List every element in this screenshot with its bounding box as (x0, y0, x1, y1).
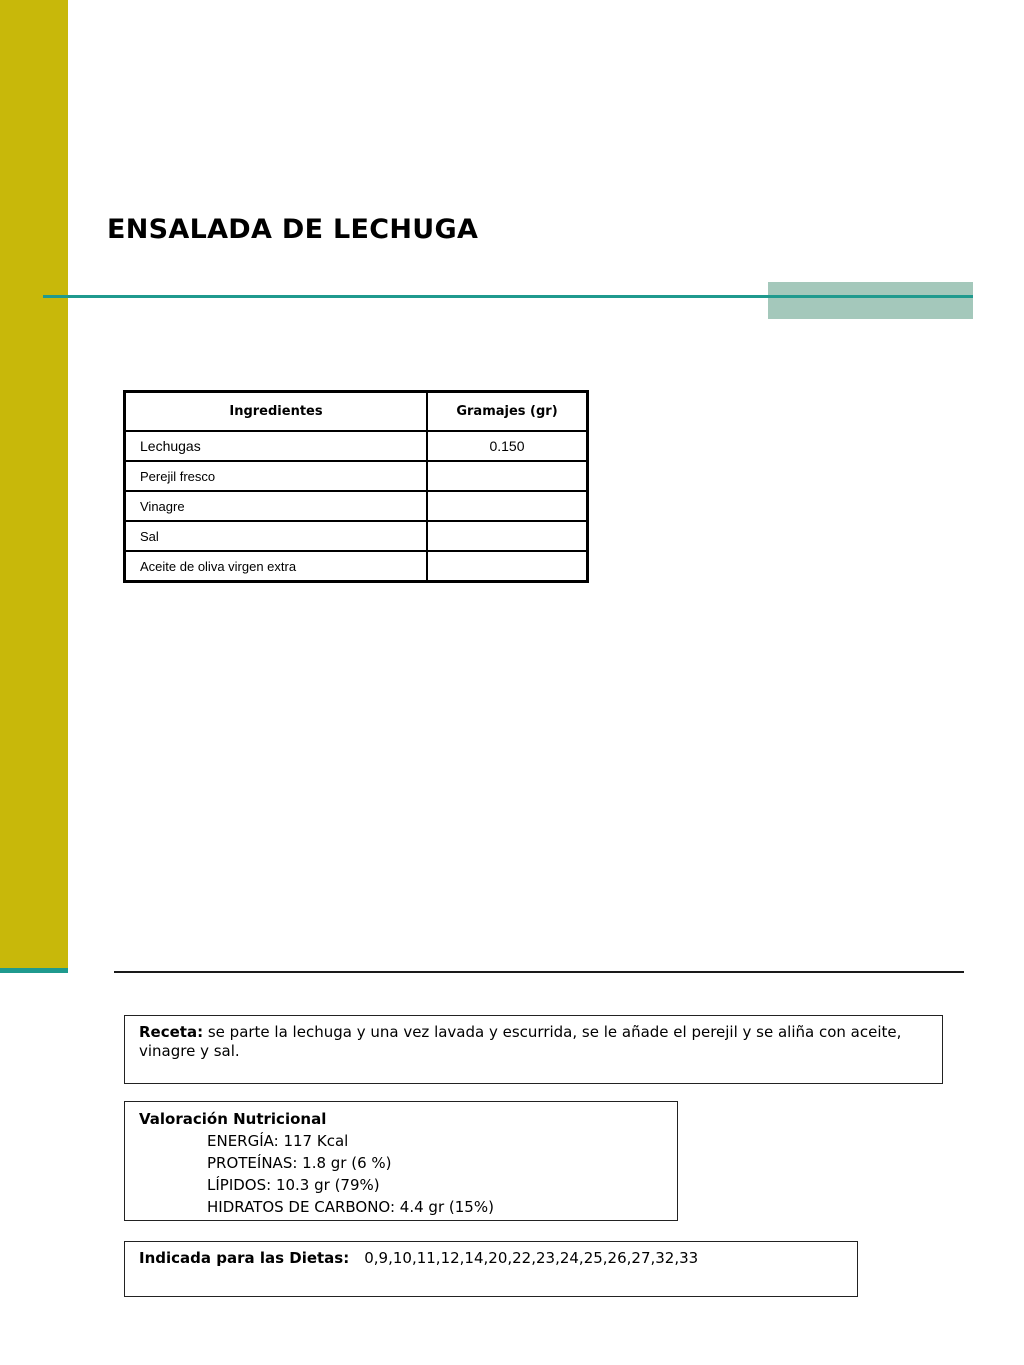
diets-label: Indicada para las Dietas: (139, 1249, 350, 1267)
ingredient-qty (427, 521, 588, 551)
column-header-gramajes: Gramajes (gr) (427, 392, 588, 432)
ingredient-name: Vinagre (125, 491, 428, 521)
recipe-label: Receta: (139, 1023, 204, 1041)
table-header-row (125, 392, 588, 432)
column-header-ingredientes: Ingredientes (125, 392, 428, 432)
table-row (125, 431, 588, 461)
ingredient-qty: 0.150 (427, 431, 588, 461)
nutrition-box (124, 1101, 678, 1221)
left-accent-bar-foot (0, 968, 68, 973)
ingredient-name: Aceite de oliva virgen extra (125, 551, 428, 582)
title-accent-block (768, 282, 973, 319)
nutrition-proteins: PROTEÍNAS: 1.8 gr (6 %) (207, 1154, 392, 1172)
left-accent-bar (0, 0, 68, 968)
table-row (125, 521, 588, 551)
table-row (125, 551, 588, 582)
nutrition-heading: Valoración Nutricional (139, 1110, 327, 1128)
page-title: ENSALADA DE LECHUGA (107, 214, 479, 245)
nutrition-lipids: LÍPIDOS: 10.3 gr (79%) (207, 1176, 380, 1194)
nutrition-carbs: HIDRATOS DE CARBONO: 4.4 gr (15%) (207, 1198, 494, 1216)
ingredients-table (123, 390, 589, 583)
table-row (125, 491, 588, 521)
ingredient-name: Sal (125, 521, 428, 551)
section-divider (114, 971, 964, 973)
diets-box (124, 1241, 858, 1297)
ingredient-name: Lechugas (125, 431, 428, 461)
diets-value: 0,9,10,11,12,14,20,22,23,24,25,26,27,32,33 (364, 1249, 699, 1267)
title-underline (43, 295, 973, 298)
ingredient-qty (427, 551, 588, 582)
ingredient-name: Perejil fresco (125, 461, 428, 491)
table-row (125, 461, 588, 491)
ingredient-qty (427, 461, 588, 491)
nutrition-energy: ENERGÍA: 117 Kcal (207, 1132, 349, 1150)
recipe-text: se parte la lechuga y una vez lavada y escurrida, se le añade el perejil y se aliña con aceite, vinagre y sal. (139, 1023, 902, 1060)
recipe-box (124, 1015, 943, 1084)
ingredient-qty (427, 491, 588, 521)
